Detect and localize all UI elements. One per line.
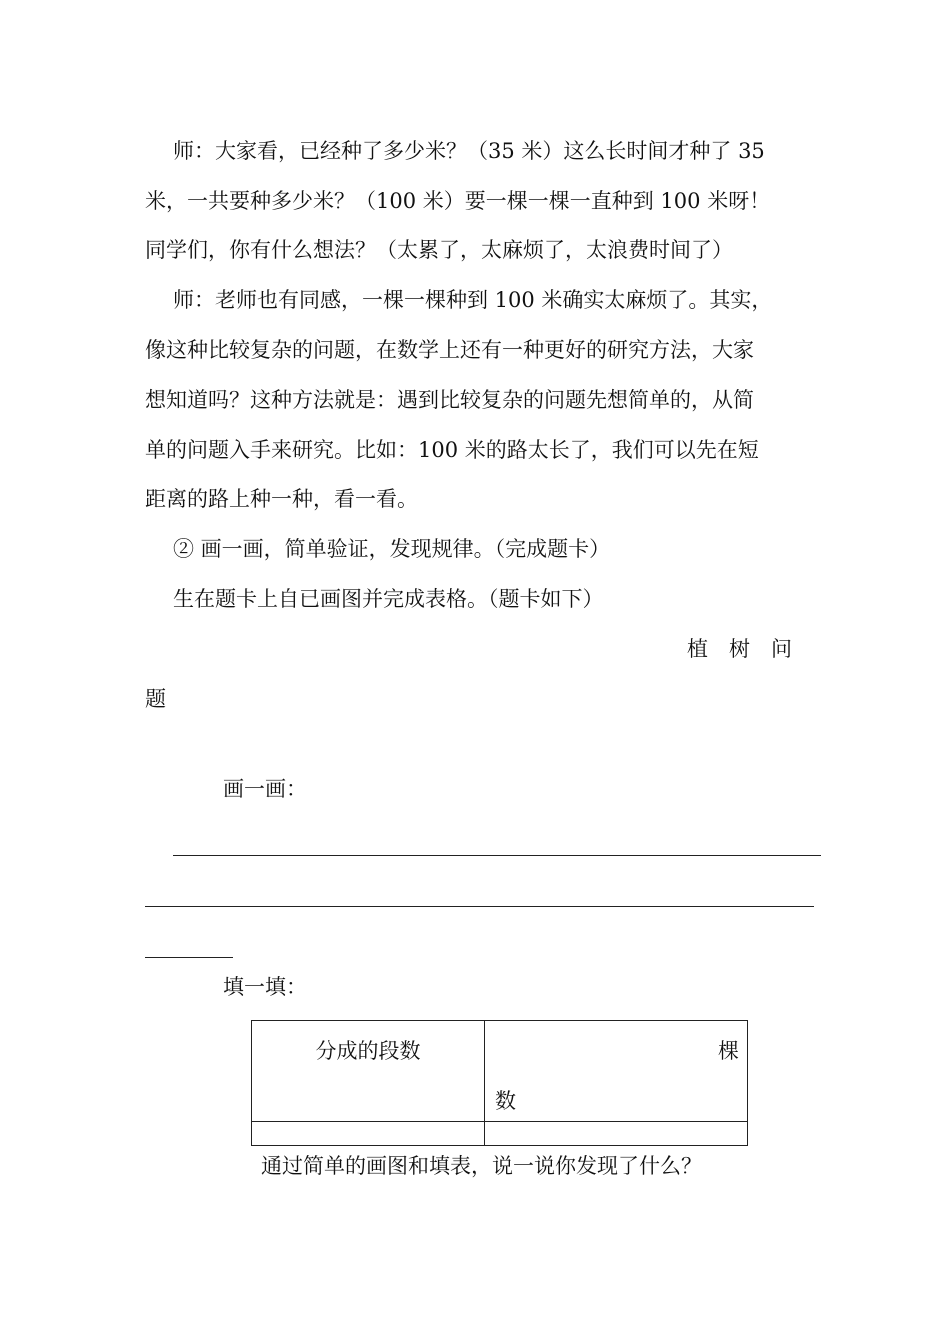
paragraph-2-line-1: 师：老师也有同感，一棵一棵种到 100 米确实太麻烦了。其实， bbox=[173, 288, 773, 312]
step-2-description: 生在题卡上自已画图并完成表格。（题卡如下） bbox=[173, 587, 604, 611]
table-row bbox=[252, 1122, 748, 1146]
header-cell-trees bbox=[485, 1021, 748, 1122]
discussion-question: 通过简单的画图和填表，说一说你发现了什么？ bbox=[261, 1154, 702, 1178]
card-title-part-2: 题 bbox=[145, 687, 166, 711]
header-cell-segments bbox=[252, 1021, 485, 1122]
table-cell-segments-value[interactable] bbox=[252, 1122, 485, 1146]
header-trees-label-part-1: 棵 bbox=[718, 1039, 739, 1063]
paragraph-2-line-3: 想知道吗？这种方法就是：遇到比较复杂的问题先想简单的，从简 bbox=[145, 388, 754, 412]
fill-label: 填一填： bbox=[223, 975, 307, 999]
paragraph-2-line-4: 单的问题入手来研究。比如：100 米的路太长了，我们可以先在短 bbox=[145, 438, 759, 462]
table-header-row bbox=[252, 1021, 748, 1122]
header-segments-label: 分成的段数 bbox=[315, 1039, 421, 1063]
paragraph-2-line-2: 像这种比较复杂的问题，在数学上还有一种更好的研究方法，大家 bbox=[145, 338, 754, 362]
blank-line-1 bbox=[173, 855, 821, 856]
paragraph-2-line-5: 距离的路上种一种，看一看。 bbox=[145, 487, 418, 511]
paragraph-1-line-3: 同学们，你有什么想法？（太累了，太麻烦了，太浪费时间了） bbox=[145, 238, 733, 262]
card-title-part-1: 植 树 问 bbox=[687, 637, 792, 661]
paragraph-1-line-1: 师：大家看，已经种了多少米？（35 米）这么长时间才种了 35 bbox=[173, 139, 765, 163]
draw-label: 画一画： bbox=[223, 777, 307, 801]
table-cell-trees-value[interactable] bbox=[485, 1122, 748, 1146]
step-2-heading: ② 画一画，简单验证，发现规律。（完成题卡） bbox=[173, 537, 611, 561]
paragraph-1-line-2: 米，一共要种多少米？（100 米）要一棵一棵一直种到 100 米呀！ bbox=[145, 189, 771, 213]
fill-table bbox=[251, 1020, 748, 1146]
blank-line-2 bbox=[145, 906, 814, 907]
blank-line-3 bbox=[145, 957, 233, 958]
header-trees-label-part-2: 数 bbox=[495, 1089, 516, 1113]
